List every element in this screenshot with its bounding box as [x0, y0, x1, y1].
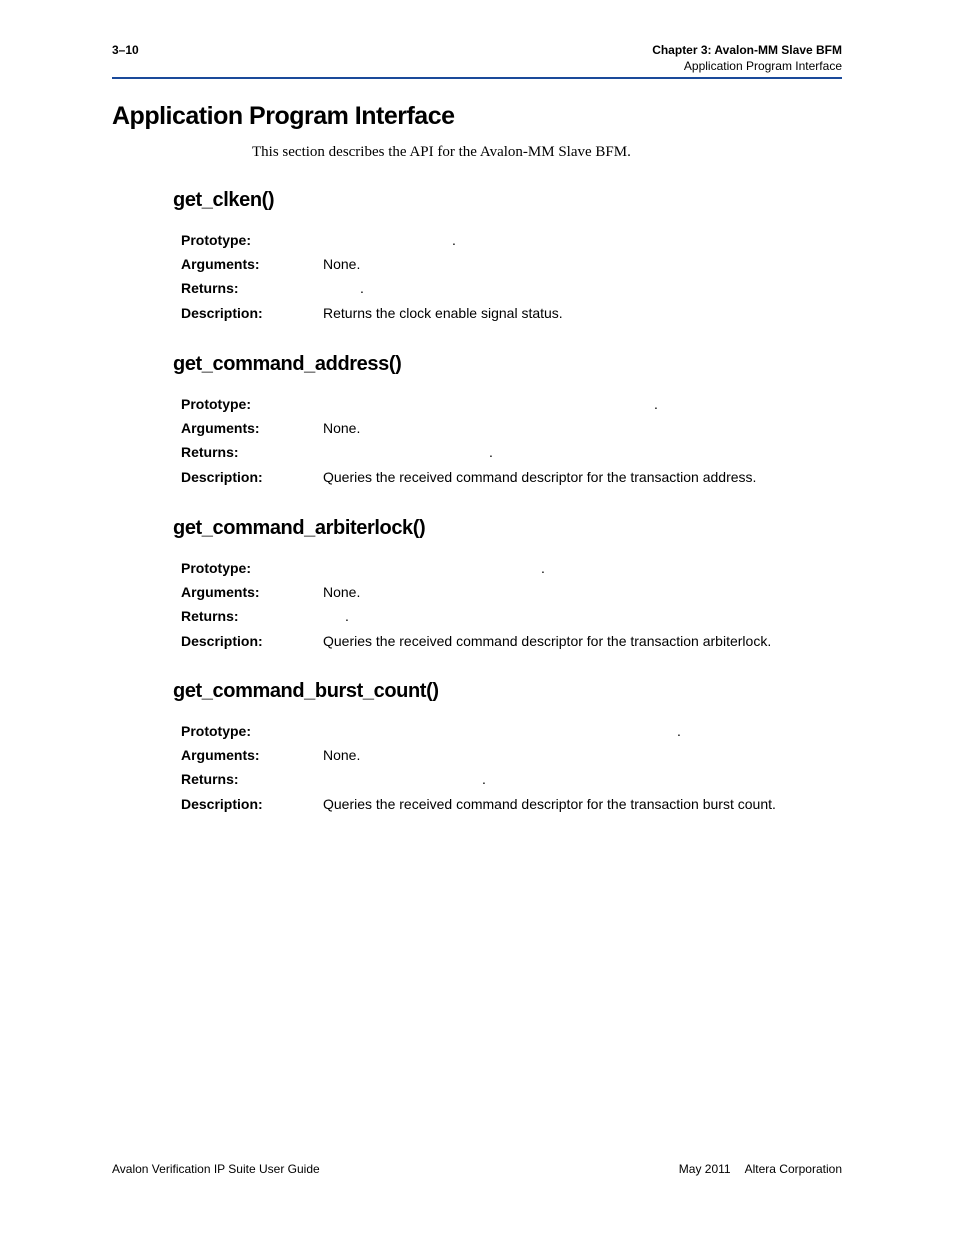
returns-row [173, 607, 833, 631]
section-name: Application Program Interface [683, 59, 842, 73]
returns-row [173, 279, 833, 303]
prototype-row [173, 559, 833, 583]
returns-value: . [360, 280, 364, 297]
returns-label: Returns: [181, 771, 239, 788]
footer-company: Altera Corporation [744, 1162, 842, 1176]
intro-text: This section describes the API for the Avalon-MM Slave BFM. [252, 144, 631, 160]
function-entry-get-clken [173, 188, 833, 328]
chapter-title: Chapter 3: Avalon-MM Slave BFM [652, 43, 842, 57]
prototype-label: Prototype: [181, 396, 251, 412]
prototype-row [173, 395, 833, 419]
header-rule [112, 77, 842, 79]
description-label: Description: [181, 304, 263, 321]
prototype-value: . [452, 232, 456, 248]
returns-row [173, 770, 833, 794]
footer-right [679, 1162, 842, 1176]
footer-date: May 2011 [678, 1162, 731, 1176]
description-label: Description: [181, 468, 263, 485]
description-value: Queries the received command descriptor for the transaction arbiterlock. [323, 632, 772, 649]
description-value: Returns the clock enable signal status. [323, 304, 563, 321]
arguments-label: Arguments: [181, 420, 260, 437]
returns-value: . [489, 444, 493, 461]
function-title: get_command_burst_count() [173, 680, 439, 702]
arguments-label: Arguments: [181, 584, 260, 601]
prototype-row [173, 722, 833, 746]
returns-row [173, 443, 833, 467]
prototype-value: . [677, 723, 681, 739]
arguments-label: Arguments: [181, 747, 260, 764]
description-row [173, 795, 833, 819]
page-number: 3–10 [112, 43, 139, 57]
function-entry-get-command-address [173, 352, 833, 492]
description-value: Queries the received command descriptor for the transaction burst count. [323, 795, 776, 812]
footer-title: Avalon Verification IP Suite User Guide [112, 1162, 320, 1176]
function-title: get_command_address() [173, 353, 402, 375]
function-title: get_command_arbiterlock() [173, 517, 426, 539]
prototype-label: Prototype: [181, 723, 251, 739]
function-entry-get-command-arbiterlock [173, 516, 833, 656]
prototype-value: . [654, 396, 658, 412]
prototype-value: . [541, 560, 545, 576]
description-row [173, 632, 833, 656]
function-title: get_clken() [173, 189, 275, 211]
returns-value: . [345, 608, 349, 625]
arguments-value: None. [323, 420, 361, 437]
prototype-row [173, 231, 833, 255]
description-row [173, 468, 833, 492]
arguments-row [173, 746, 833, 770]
page-title: Application Program Interface [112, 102, 455, 130]
returns-label: Returns: [181, 444, 239, 461]
returns-value: . [482, 771, 486, 788]
prototype-label: Prototype: [181, 232, 251, 248]
description-label: Description: [181, 795, 263, 812]
returns-label: Returns: [181, 608, 239, 625]
function-entry-get-command-burst-count [173, 679, 833, 819]
arguments-value: None. [323, 256, 361, 273]
description-row [173, 304, 833, 328]
arguments-row [173, 419, 833, 443]
prototype-label: Prototype: [181, 560, 251, 576]
description-label: Description: [181, 632, 263, 649]
arguments-label: Arguments: [181, 256, 260, 273]
returns-label: Returns: [181, 280, 239, 297]
arguments-value: None. [323, 747, 361, 764]
arguments-row [173, 583, 833, 607]
arguments-row [173, 255, 833, 279]
arguments-value: None. [323, 584, 361, 601]
description-value: Queries the received command descriptor for the transaction address. [323, 468, 757, 485]
